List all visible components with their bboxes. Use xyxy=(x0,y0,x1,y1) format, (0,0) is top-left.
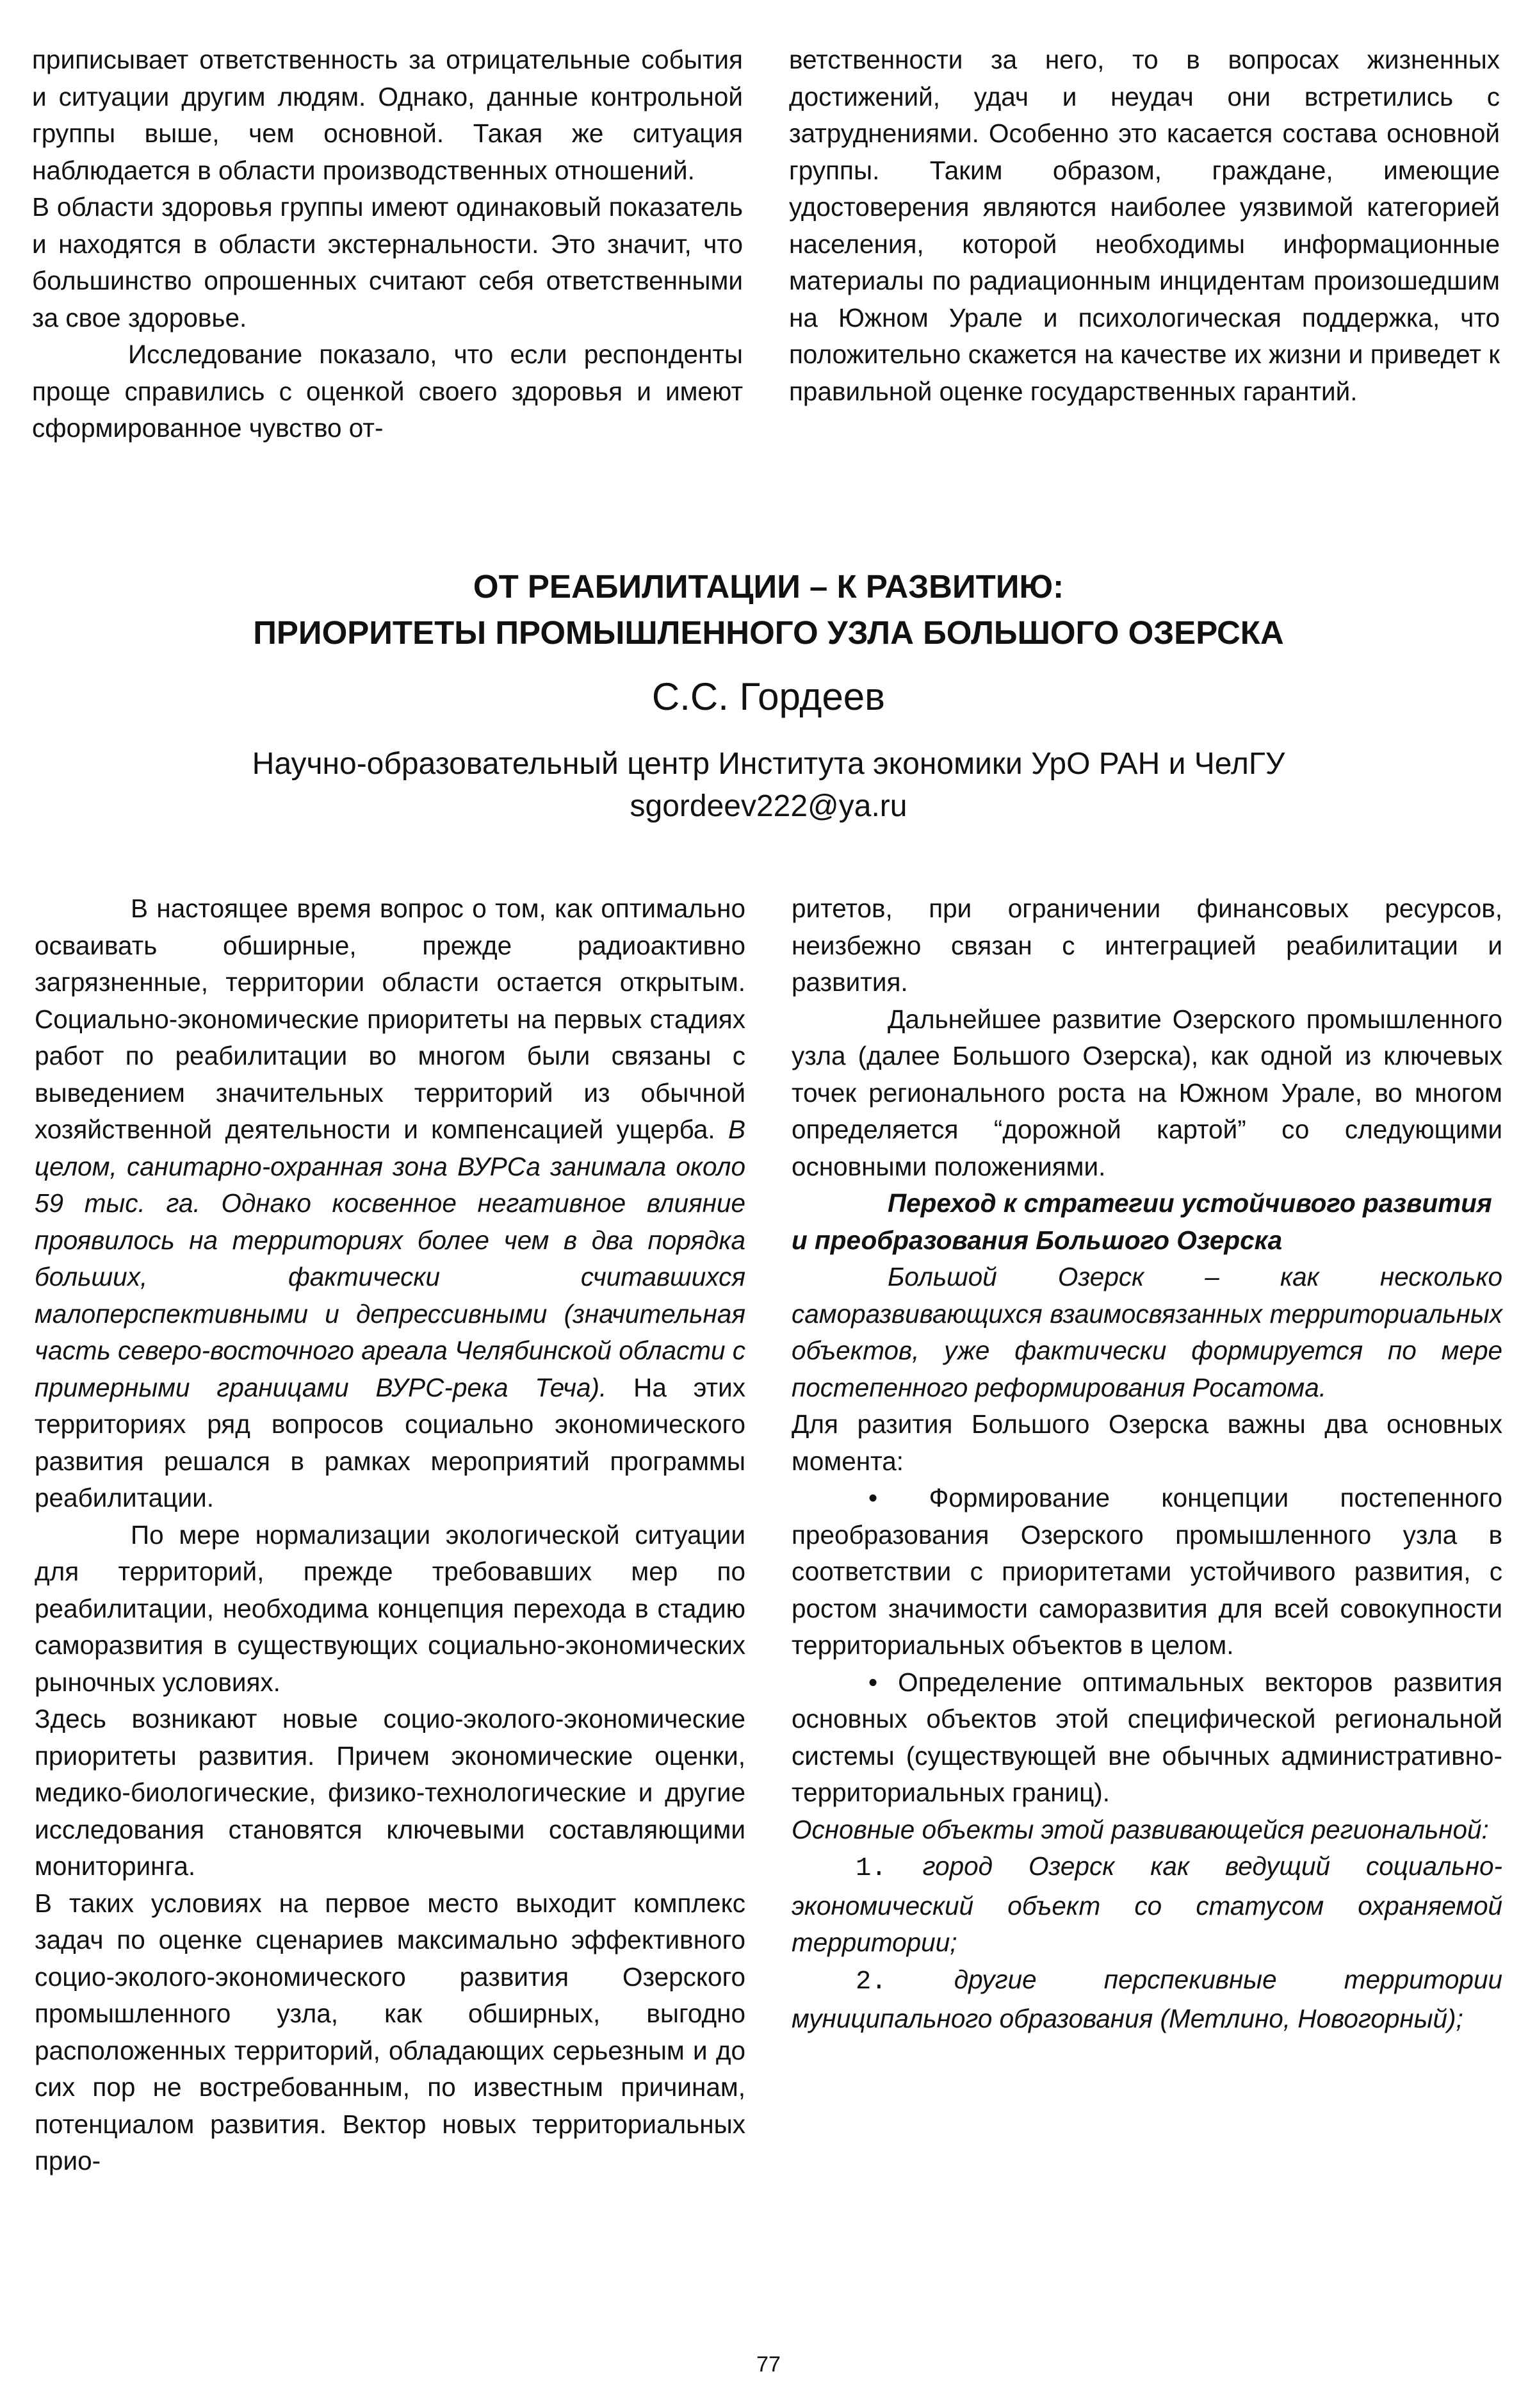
section-subheading: Переход к стратегии устойчивого развития и преобразования Большого Озерска xyxy=(792,1188,1492,1255)
affiliation: Научно-образовательный центр Института экономики УрО РАН и ЧелГУ xyxy=(252,747,1285,781)
title-line-1: ОТ РЕАБИЛИТАЦИИ – К РАЗВИТИЮ: xyxy=(473,568,1064,605)
paragraph: Исследование показало, что если респонденты проще справились с оценкой своего здоровья и имеют сформированное чувство от- xyxy=(32,340,743,443)
email: sgordeev222@ya.ru xyxy=(630,789,907,823)
paragraph-text: На этих территориях ряд вопросов социально экономического развития решался в рамках мероприятий программы реабилитации. xyxy=(35,1372,745,1512)
author-name: С.С. Гордеев xyxy=(651,675,886,718)
item-number: 1. xyxy=(856,1854,887,1883)
body-left-column xyxy=(35,890,745,2180)
top-left-column xyxy=(32,42,743,447)
page-number: 77 xyxy=(756,2352,781,2377)
author-affiliation-block xyxy=(0,743,1537,828)
title-line-2: ПРИОРИТЕТЫ ПРОМЫШЛЕННОГО УЗЛА БОЛЬШОГО ОЗЕРСКА xyxy=(253,614,1284,651)
paragraph: Для разития Большого Озерска важны два основных момента: xyxy=(792,1409,1502,1476)
paragraph: Большой Озерск – как несколько саморазвивающихся взаимосвязанных территориальных объектов, уже фактически формируется по мере постепенного реформирования Росатома. xyxy=(792,1262,1502,1402)
paragraph: Основные объекты этой развивающейся региональной: xyxy=(792,1814,1489,1844)
item-number: 2. xyxy=(856,1967,887,1997)
item-text: город Озерск как ведущий социально-экономический объект со статусом охраняемой территории; xyxy=(792,1851,1502,1957)
paragraph: Дальнейшее развитие Озерского промышленного узла (далее Большого Озерска), как одной из ключевых точек регионального роста на Южном Урале, во многом определяется “дорожной картой” со следующими основными положениями. xyxy=(792,1004,1502,1181)
paragraph xyxy=(35,890,745,1517)
top-right-column xyxy=(789,42,1500,410)
numbered-item xyxy=(792,1848,1502,1962)
paragraph: ветственности за него, то в вопросах жизненных достижений, удач и неудач они встретились с затруднениями. Особенно это касается состава основной группы. Таким образом, граждане, имеющие удостоверения являются наиболее уязвимой категорией населения, которой необходимы информационные материалы по радиационным инцидентам произошедшим на Южном Урале и психологическая поддержка, что положительно скажется на качестве их жизни и приведет к правильной оценке государственных гарантий. xyxy=(789,45,1500,406)
bullet-item: • Формирование концепции постепенного преобразования Озерского промышленного узла в соответствии с приоритетами устойчивого развития, с ростом значимости саморазвития для всей совокупности территориальных объектов в целом. xyxy=(792,1483,1502,1660)
paragraph-text: В настоящее время вопрос о том, как оптимально осваивать обширные, прежде радиоактивно загрязненные, территории области остается открытым. Социально-экономические приоритеты на первых стадиях работ по реабилитации во многом были связаны с выведением значительных территорий из обычной хозяйственной деятельности и компенсацией ущерба. xyxy=(35,894,745,1144)
item-text: другие перспекивные территории муниципального образования (Метлино, Новогорный); xyxy=(792,1964,1502,2033)
paragraph: В области здоровья группы имеют одинаковый показатель и находятся в области экстернальности. Это значит, что большинство опрошенных считают себя ответственными за свое здоровье. xyxy=(32,192,743,332)
numbered-item xyxy=(792,1962,1502,2038)
bullet-item: • Определение оптимальных векторов развития основных объектов этой специфической региональной системы (существующей вне обычных административно-территориальных границ). xyxy=(792,1667,1502,1807)
body-right-column xyxy=(792,890,1502,2038)
article-title xyxy=(0,564,1537,656)
paragraph: Здесь возникают новые социо-эколого-экономические приоритеты развития. Причем экономические оценки, медико-биологические, физико-технологические и другие исследования становятся ключевыми составляющими мониторинга. xyxy=(35,1704,745,1881)
paragraph: приписывает ответственность за отрицательные события и ситуации другим людям. Однако, данные контрольной группы выше, чем основной. Такая же ситуация наблюдается в области производственных отношений. xyxy=(32,45,743,185)
paragraph: По мере нормализации экологической ситуации для территорий, прежде требовавших мер по реабилитации, необходима концепция перехода в стадию саморазвития в существующих социально-экономических рыночных условиях. xyxy=(35,1519,745,1697)
paragraph: ритетов, при ограничении финансовых ресурсов, неизбежно связан с интеграцией реабилитации и развития. xyxy=(792,894,1502,997)
paragraph: В таких условиях на первое место выходит комплекс задач по оценке сценариев максимально эффективного социо-эколого-экономического развития Озерского промышленного узла, как обширных, выгодно расположенных территорий, обладающих серьезным и до сих пор не востребованным, по известным причинам, потенциалом развития. Вектор новых территориальных прио- xyxy=(35,1888,745,2175)
italic-text: В целом, санитарно-охранная зона ВУРСа занимала около 59 тыс. га. Однако косвенное негативное влияние проявилось на территориях более чем в два порядка больших, фактически считавшихся малоперспективными и депрессивными (значительная часть северо-восточного ареала Челябинской области с примерными границами ВУРС-река Теча). xyxy=(35,1115,745,1402)
